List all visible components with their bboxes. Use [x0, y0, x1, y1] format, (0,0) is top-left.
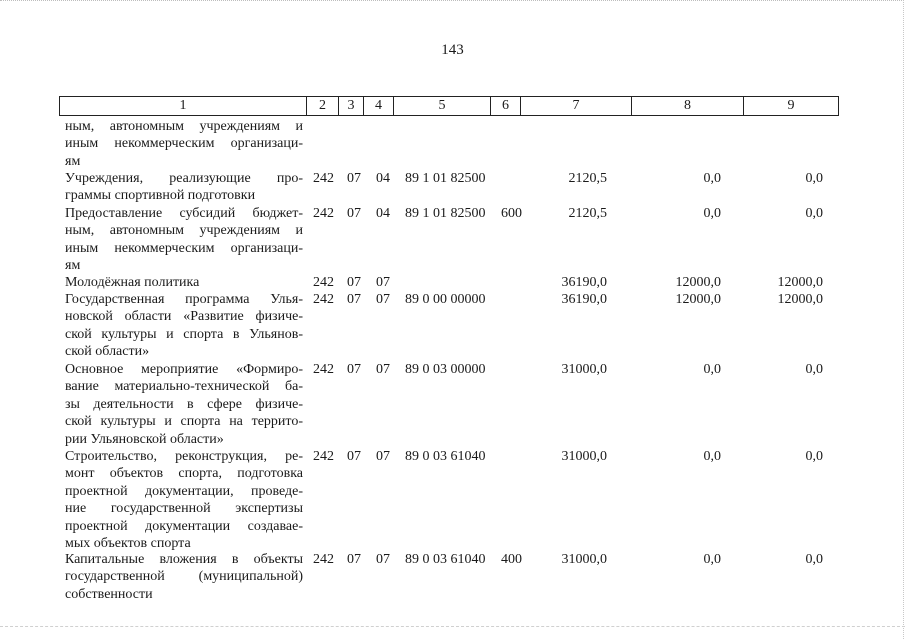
row-name-line: ным, автономным учреждениям и [65, 223, 303, 239]
cell-c9: 0,0 [805, 171, 823, 186]
row-name [65, 118, 303, 170]
header-col-7: 7 [521, 97, 632, 115]
cell-c9: 0,0 [805, 362, 823, 377]
cell-c3: 07 [347, 362, 361, 377]
row-name-line: проектной документации, проведе- [65, 483, 303, 499]
cell-c3: 07 [347, 552, 361, 567]
cell-c4: 07 [376, 552, 390, 567]
cell-c3: 07 [347, 171, 361, 186]
header-col-1: 1 [60, 97, 307, 115]
cell-c2: 242 [313, 206, 334, 221]
row-name-line: ям [65, 258, 81, 274]
row-name-line: иным некоммерческим организаци- [65, 136, 303, 152]
row-name-line: ние государственной экспертизы [65, 501, 303, 517]
cell-c7: 31000,0 [561, 449, 607, 464]
cell-c9: 0,0 [805, 206, 823, 221]
cell-c2: 242 [313, 552, 334, 567]
cell-c4: 07 [376, 275, 390, 290]
row-name-line: государственной (муниципальной) [65, 569, 303, 585]
cell-c4: 07 [376, 292, 390, 307]
header-col-8: 8 [632, 97, 744, 115]
header-col-5: 5 [394, 97, 491, 115]
cell-c2: 242 [313, 449, 334, 464]
cell-c5: 89 0 03 61040 [405, 552, 486, 567]
cell-c8: 0,0 [703, 206, 721, 221]
cell-c9: 12000,0 [777, 292, 823, 307]
row-name [65, 274, 303, 291]
row-name [65, 551, 303, 603]
row-name-line: вание материально-технической ба- [65, 379, 303, 395]
row-name-line: ской культуры и спорта в Ульянов- [65, 326, 303, 342]
cell-c9: 12000,0 [777, 275, 823, 290]
cell-c8: 0,0 [703, 552, 721, 567]
cell-c2: 242 [313, 362, 334, 377]
cell-c7: 31000,0 [561, 552, 607, 567]
row-name [65, 170, 303, 205]
row-name-line: Строительство, реконструкция, ре- [65, 449, 303, 464]
cell-c2: 242 [313, 275, 334, 290]
row-name-line: новской области «Развитие физиче- [65, 309, 303, 325]
page-number: 143 [441, 42, 464, 58]
table-header [59, 96, 839, 116]
cell-c9: 0,0 [805, 552, 823, 567]
row-name [65, 361, 303, 448]
cell-c8: 0,0 [703, 171, 721, 186]
cell-c3: 07 [347, 206, 361, 221]
scan-artifact-line [0, 626, 905, 627]
cell-c8: 0,0 [703, 362, 721, 377]
header-col-3: 3 [339, 97, 364, 115]
cell-c6: 400 [501, 552, 522, 567]
cell-c8: 0,0 [703, 449, 721, 464]
row-name-line: ям [65, 153, 81, 169]
row-name-line: иным некоммерческим организаци- [65, 240, 303, 256]
cell-c4: 07 [376, 449, 390, 464]
header-col-4: 4 [364, 97, 394, 115]
cell-c3: 07 [347, 275, 361, 290]
cell-c5: 89 0 03 00000 [405, 362, 486, 377]
cell-c3: 07 [347, 449, 361, 464]
row-name-line: ской области» [65, 344, 150, 360]
row-name-line: Учреждения, реализующие про- [65, 171, 303, 186]
cell-c5: 89 1 01 82500 [405, 206, 486, 221]
cell-c5: 89 1 01 82500 [405, 171, 486, 186]
row-name-line: рии Ульяновской области» [65, 431, 224, 447]
cell-c4: 07 [376, 362, 390, 377]
cell-c4: 04 [376, 206, 390, 221]
row-name [65, 205, 303, 275]
row-name [65, 448, 303, 552]
cell-c7: 2120,5 [568, 206, 607, 221]
cell-c6: 600 [501, 206, 522, 221]
cell-c4: 04 [376, 171, 390, 186]
row-name [65, 291, 303, 361]
row-name-line: Основное мероприятие «Формиро- [65, 362, 303, 377]
cell-c9: 0,0 [805, 449, 823, 464]
row-name-line: Капитальные вложения в объекты [65, 552, 303, 567]
row-name-line: ской культуры и спорта на террито- [65, 414, 303, 430]
cell-c5: 89 0 00 00000 [405, 292, 486, 307]
row-name-line: ным, автономным учреждениям и [65, 119, 303, 134]
cell-c7: 36190,0 [561, 292, 607, 307]
row-name-line: мых объектов спорта [65, 536, 191, 552]
cell-c2: 242 [313, 171, 334, 186]
row-name-line: Государственная программа Улья- [65, 292, 303, 307]
row-name-line: монт объектов спорта, подготовка [65, 466, 303, 482]
row-name-line: Молодёжная политика [65, 275, 200, 290]
cell-c8: 12000,0 [675, 275, 721, 290]
row-name-line: Предоставление субсидий бюджет- [65, 206, 303, 221]
header-col-6: 6 [491, 97, 521, 115]
row-name-line: зы деятельности в сфере физиче- [65, 396, 303, 412]
cell-c7: 2120,5 [568, 171, 607, 186]
row-name-line: граммы спортивной подготовки [65, 188, 256, 204]
cell-c5: 89 0 03 61040 [405, 449, 486, 464]
cell-c2: 242 [313, 292, 334, 307]
header-col-2: 2 [307, 97, 339, 115]
cell-c3: 07 [347, 292, 361, 307]
row-name-line: проектной документации создавае- [65, 518, 303, 534]
cell-c7: 31000,0 [561, 362, 607, 377]
cell-c8: 12000,0 [675, 292, 721, 307]
header-col-9: 9 [787, 98, 795, 113]
cell-c7: 36190,0 [561, 275, 607, 290]
row-name-line: собственности [65, 586, 153, 602]
